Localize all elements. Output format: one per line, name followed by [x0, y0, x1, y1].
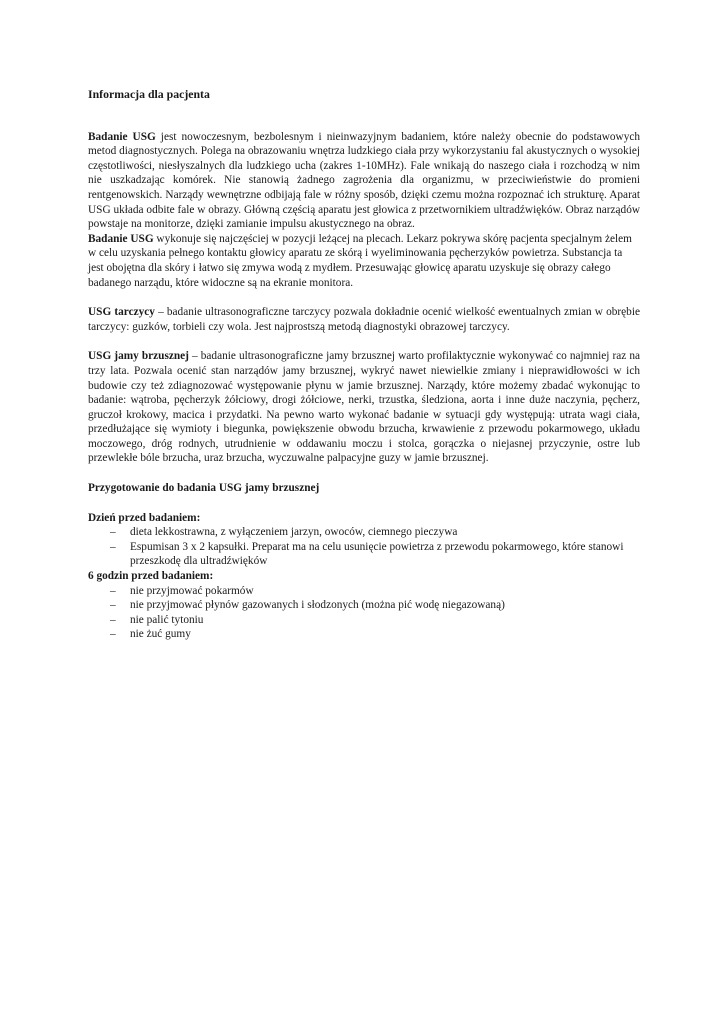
intro-lead-1: Badanie USG — [88, 130, 156, 143]
dash-bullet: – — [110, 628, 116, 641]
thyroid-paragraph — [88, 305, 640, 334]
dash-bullet: – — [110, 584, 116, 597]
six-hours-heading: 6 godzin przed badaniem: — [88, 570, 214, 583]
thyroid-text: – badanie ultrasonograficzne tarczycy pozwala dokładnie ocenić wielkość ewentualnych zmian w obrębie tarczycy: guzków, torbieli czy wola. Jest najprostszą metodą diagnostyki obrazowej tarczycy. — [88, 306, 640, 333]
dash-bullet: – — [110, 613, 116, 626]
intro-paragraph-1 — [88, 130, 640, 232]
day-before-heading: Dzień przed badaniem: — [88, 511, 201, 524]
intro-text-2: wykonuje się najczęściej w pozycji leżącej na plecach. Lekarz pokrywa skórę pacjenta specjalnym żelem w celu uzyskania pełnego kontaktu głowicy aparatu ze skórą i wyeliminowania pęcherzyków powietrza. Substancja ta jest obojętna dla skóry i łatwo się zmywa wodą z mydłem. Przesuwając głowicę aparatu uzyskuje się obrazy całego badanego narządu, które widoczne są na ekranie monitora. — [88, 232, 632, 289]
six-hours-list — [88, 584, 640, 642]
intro-text-1: jest nowoczesnym, bezbolesnym i nieinwazyjnym badaniem, które należy obecnie do podstawowych metod diagnostycznych. Polega na obrazowaniu wnętrza ludzkiego ciała przy wykorzystaniu fal akustycznych o wysokiej częstotliwości, niesłyszalnych dla ludzkiego ucha (zakres 1-10MHz). Fale wnikają do naszego ciała i rozchodzą w nim nie uszkadzając komórek. Nie stanowią żadnego zagrożenia dla organizmu, w przeciwieństwie do promieni rentgenowskich. Narządy wewnętrzne odbijają fale w różny sposób, dzięki czemu można rozpoznać ich strukturę. Aparat USG układa odbite fale w obrazy. Główną częścią aparatu jest głowica z przetwornikiem ultradźwięków. Obraz narządów powstaje na monitorze, dzięki zamianie impulsu akustycznego na obraz. — [88, 130, 641, 231]
list-item: – nie przyjmować płynów gazowanych i słodzonych (można pić wodę niegazowaną) — [110, 599, 505, 612]
dash-bullet: – — [110, 540, 116, 553]
list-item: – Espumisan 3 x 2 kapsułki. Preparat ma na celu usunięcie powietrza z przewodu pokarmowego, które stanowi przeszkodę dla ultradźwięków — [110, 540, 624, 568]
list-item: – nie przyjmować pokarmów — [110, 584, 254, 597]
intro-paragraph-2 — [88, 232, 640, 290]
intro-lead-2: Badanie USG — [88, 232, 154, 245]
list-item: – nie palić tytoniu — [110, 613, 204, 626]
thyroid-lead: USG tarczycy — [88, 306, 155, 319]
list-item: – nie żuć gumy — [110, 628, 191, 641]
abdomen-text: – badanie ultrasonograficzne jamy brzusznej warto profilaktycznie wykonywać co najmniej raz na trzy lata. Pozwala ocenić stan narządów jamy brzusznej, wykryć nawet niewielkie zmiany i nieprawidłowości w ich budowie czy też zdiagnozować występowanie płynu w jamie brzusznej. Narządy, które możemy zbadać wykonując to badanie: wątroba, pęcherzyk żółciowy, drogi żółciowe, nerki, trzustka, śledziona, aorta i inne duże naczynia, pęcherz, gruczoł krokowy, macica i przydatki. Na pewno warto wykonać badanie w sytuacji gdy występują: utrata wagi ciała, przedłużające się wymioty i biegunka, powiększenie obwodu brzucha, krwawienie z przewodu pokarmowego, układu moczowego, dróg rodnych, utrudnienie w oddawaniu moczu i stolca, gorączka o niejasnej przyczynie, ostre lub przewlekłe bóle brzucha, uraz brzucha, wyczuwalne palpacyjne guzy w jamie brzusznej. — [88, 350, 640, 465]
list-item: – dieta lekkostrawna, z wyłączeniem jarzyn, owoców, ciemnego pieczywa — [110, 526, 458, 539]
abdomen-paragraph — [88, 349, 640, 466]
dash-bullet: – — [110, 599, 116, 612]
day-before-list — [88, 525, 640, 569]
page-title: Informacja dla pacjenta — [88, 87, 210, 101]
abdomen-lead: USG jamy brzusznej — [88, 350, 189, 363]
dash-bullet: – — [110, 526, 116, 539]
document-page — [88, 87, 640, 642]
prep-heading: Przygotowanie do badania USG jamy brzusznej — [88, 482, 320, 495]
